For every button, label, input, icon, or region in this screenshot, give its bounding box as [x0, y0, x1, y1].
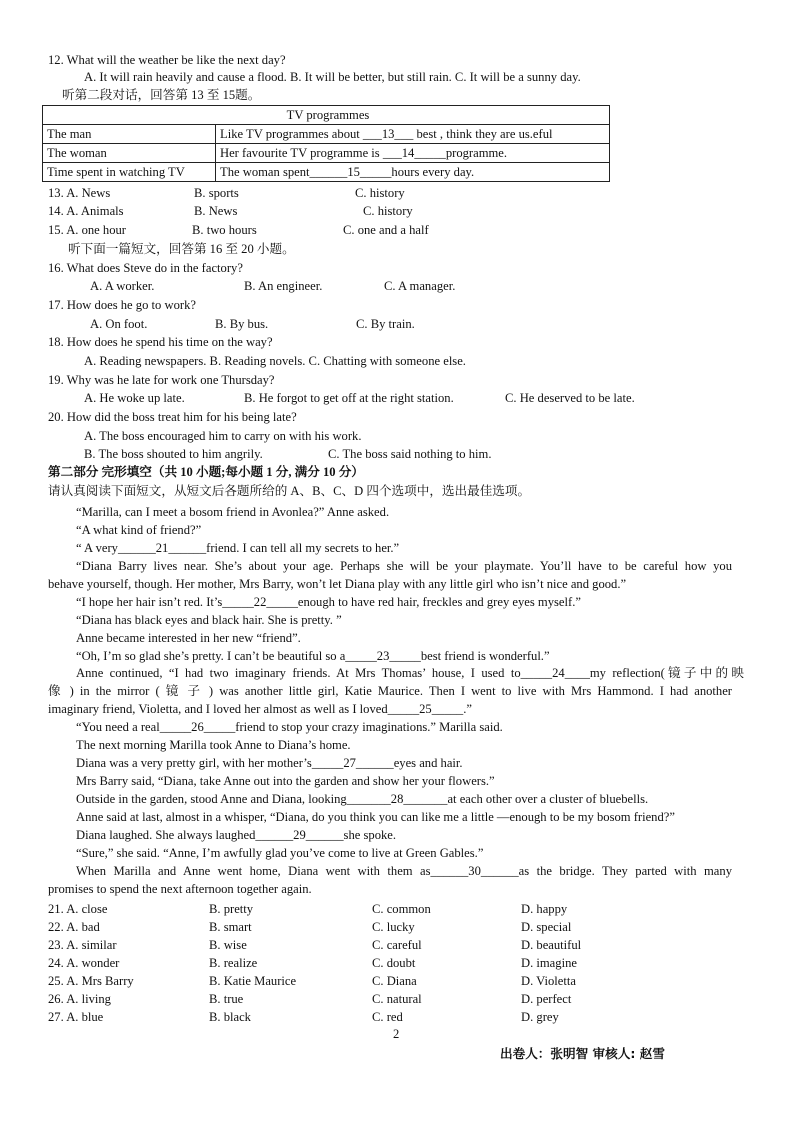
choice-b: B. black — [209, 1010, 251, 1024]
passage-line: “Sure,” she said. “Anne, I’m awfully glad you’ve come to live at Green Gables.” — [76, 846, 484, 860]
q20-option-c: C. The boss said nothing to him. — [328, 447, 492, 461]
choice-d: D. Violetta — [521, 974, 576, 988]
q12-question: 12. What will the weather be like the next day? — [48, 53, 286, 67]
choice-c: C. doubt — [372, 956, 416, 970]
q14-option-c: C. history — [363, 204, 413, 218]
passage-line: “Marilla, can I meet a bosom friend in Avonlea?” Anne asked. — [76, 505, 390, 519]
passage-line: “ A very______21______friend. I can tell all my secrets to her.” — [76, 541, 400, 555]
choice-row: 23. A. similar — [48, 938, 117, 952]
passage-line: “Diana Barry lives near. She’s about your age. Perhaps she will be your playmate. You’ll have to be careful how you — [76, 559, 732, 573]
q19-option-c: C. He deserved to be late. — [505, 391, 635, 405]
passage-line: promises to spend the next afternoon together again. — [48, 882, 312, 896]
choice-c: C. natural — [372, 992, 422, 1006]
q16-question: 16. What does Steve do in the factory? — [48, 261, 243, 275]
table-row — [43, 144, 610, 163]
choice-c: C. red — [372, 1010, 403, 1024]
q16-option-c: C. A manager. — [384, 279, 456, 293]
q19-question: 19. Why was he late for work one Thursday? — [48, 373, 275, 387]
q14-option-b: B. News — [194, 204, 238, 218]
passage-line: “Oh, I’m so glad she’s pretty. I can’t be beautiful so a_____23_____best friend is wonderful.” — [76, 649, 550, 663]
part2-title: 第二部分 完形填空（共 10 小题;每小题 1 分, 满分 10 分） — [48, 465, 364, 479]
choice-d: D. perfect — [521, 992, 572, 1006]
table-row — [43, 163, 610, 182]
section3-intro: 听下面一篇短文，回答第 16 至 20 小题。 — [68, 242, 295, 256]
choice-c: C. lucky — [372, 920, 415, 934]
q16-option-a: A. A worker. — [90, 279, 155, 293]
q12-options: A. It will rain heavily and cause a flood. B. It will be better, but still rain. C. It will be a sunny day. — [84, 70, 581, 84]
table-row — [43, 125, 610, 144]
choice-b: B. pretty — [209, 902, 254, 916]
q18-options: A. Reading newspapers. B. Reading novels. C. Chatting with someone else. — [84, 354, 466, 368]
choice-row: 21. A. close — [48, 902, 108, 916]
choice-row: 24. A. wonder — [48, 956, 120, 970]
choice-row: 27. A. blue — [48, 1010, 104, 1024]
table-cell-label: The man — [43, 125, 216, 144]
q15-option-c: C. one and a half — [343, 223, 429, 237]
q16-option-b: B. An engineer. — [244, 279, 323, 293]
passage-line: “Diana has black eyes and black hair. She is pretty. ” — [76, 613, 342, 627]
q20-option-b: B. The boss shouted to him angrily. — [84, 447, 263, 461]
choice-row: 26. A. living — [48, 992, 111, 1006]
q14-option-a: 14. A. Animals — [48, 204, 124, 218]
choice-c: C. careful — [372, 938, 422, 952]
passage-line: imaginary friend, Violetta, and I loved her almost as well as I loved_____25_____.” — [48, 702, 472, 716]
passage-line: 像 ) in the mirror ( 镜 子 ) was another little girl, Katie Maurice. Then I went to live with Mrs Hammond. I had another — [48, 684, 732, 698]
q20-question: 20. How did the boss treat him for his being late? — [48, 410, 297, 424]
passage-line: Diana laughed. She always laughed______29______she spoke. — [76, 828, 397, 842]
choice-b: B. Katie Maurice — [209, 974, 297, 988]
table-cell-value: Her favourite TV programme is ___14_____programme. — [216, 144, 610, 163]
table-cell-value: Like TV programmes about ___13___ best , think they are us.eful — [216, 125, 610, 144]
q17-option-c: C. By train. — [356, 317, 415, 331]
choice-d: D. grey — [521, 1010, 559, 1024]
choice-c: C. Diana — [372, 974, 417, 988]
q20-option-a: A. The boss encouraged him to carry on with his work. — [84, 429, 362, 443]
choice-d: D. beautiful — [521, 938, 582, 952]
choice-c: C. common — [372, 902, 431, 916]
choice-d: D. imagine — [521, 956, 577, 970]
choice-row: 25. A. Mrs Barry — [48, 974, 134, 988]
choice-b: B. smart — [209, 920, 252, 934]
table-header: TV programmes — [43, 106, 610, 125]
passage-line: Anne became interested in her new “friend”. — [76, 631, 301, 645]
passage-line: “I hope her hair isn’t red. It’s_____22_____enough to have red hair, freckles and grey eyes myself.” — [76, 595, 581, 609]
q13-option-a: 13. A. News — [48, 186, 111, 200]
passage-line: “A what kind of friend?” — [76, 523, 202, 537]
table-cell-label: Time spent in watching TV — [43, 163, 216, 182]
passage-line: Anne continued, “I had two imaginary friends. At Mrs Thomas’ house, I used to_____24____my reflection(镜子中的映 — [76, 666, 744, 680]
passage-line: “You need a real_____26_____friend to stop your crazy imaginations.” Marilla said. — [76, 720, 503, 734]
passage-line: The next morning Marilla took Anne to Diana’s home. — [76, 738, 351, 752]
passage-line: Diana was a very pretty girl, with her mother’s_____27______eyes and hair. — [76, 756, 463, 770]
part2-instructions: 请认真阅读下面短文，从短文后各题所给的 A、B、C、D 四个选项中，选出最佳选项。 — [48, 484, 531, 498]
choice-row: 22. A. bad — [48, 920, 100, 934]
q17-question: 17. How does he go to work? — [48, 298, 196, 312]
q19-option-b: B. He forgot to get off at the right station. — [244, 391, 454, 405]
passage-line: When Marilla and Anne went home, Diana went with them as______30______as the bridge. They parted with many — [76, 864, 732, 878]
table-cell-label: The woman — [43, 144, 216, 163]
choice-d: D. happy — [521, 902, 568, 916]
tv-programmes-table — [42, 105, 610, 182]
passage-line: Mrs Barry said, “Diana, take Anne out into the garden and show her your flowers.” — [76, 774, 495, 788]
passage-line: Outside in the garden, stood Anne and Diana, looking_______28_______at each other over a cluster of bluebells. — [76, 792, 649, 806]
section2-intro: 听第二段对话，回答第 13 至 15题。 — [62, 88, 261, 102]
table-cell-value: The woman spent______15_____hours every day. — [216, 163, 610, 182]
choice-b: B. true — [209, 992, 244, 1006]
q13-option-c: C. history — [355, 186, 405, 200]
choice-b: B. wise — [209, 938, 247, 952]
q17-option-b: B. By bus. — [215, 317, 269, 331]
q17-option-a: A. On foot. — [90, 317, 148, 331]
q15-option-a: 15. A. one hour — [48, 223, 127, 237]
q18-question: 18. How does he spend his time on the way? — [48, 335, 273, 349]
q19-option-a: A. He woke up late. — [84, 391, 185, 405]
choice-d: D. special — [521, 920, 572, 934]
footer-credits: 出卷人：张明智 审核人: 赵雪 — [500, 1046, 665, 1061]
choice-b: B. realize — [209, 956, 258, 970]
q13-option-b: B. sports — [194, 186, 239, 200]
q15-option-b: B. two hours — [192, 223, 257, 237]
passage-line: Anne said at last, almost in a whisper, “Diana, do you think you can like me a little —enough to be my bosom friend?” — [76, 810, 675, 824]
page-number: 2 — [393, 1027, 400, 1041]
passage-line: behave yourself, though. Her mother, Mrs Barry, won’t let Diana play with any little girl who isn’t nice and good.” — [48, 577, 627, 591]
